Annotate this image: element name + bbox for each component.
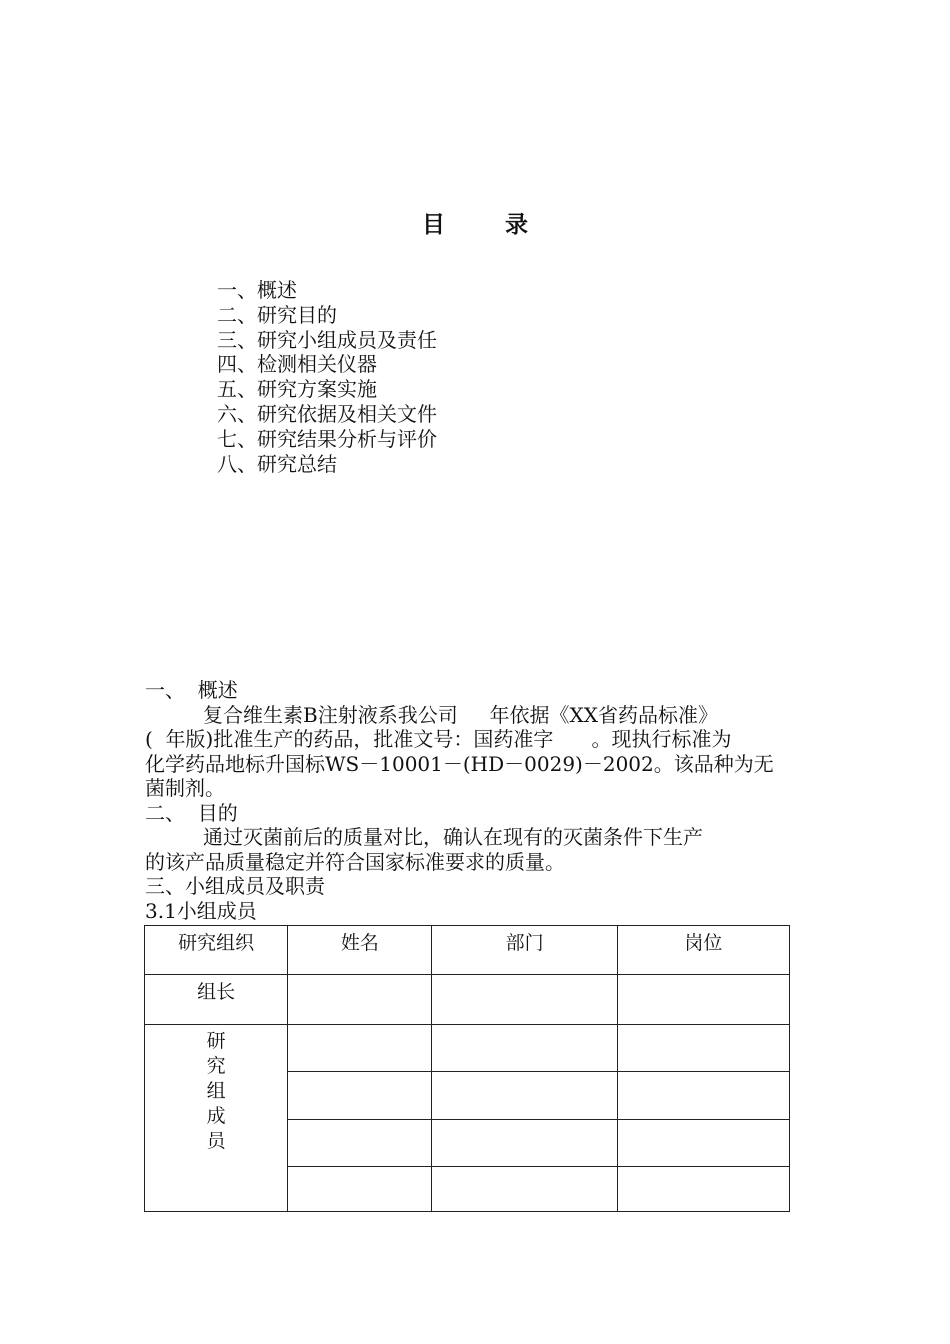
paragraph-line: 菌制剂。 <box>145 776 225 800</box>
table-cell <box>288 1072 432 1120</box>
paragraph-line: 复合维生素B注射液系我公司 年依据《XX省药品标准》 <box>203 702 718 727</box>
table-of-contents <box>217 278 437 476</box>
table-cell <box>288 975 432 1025</box>
toc-item: 三、研究小组成员及责任 <box>217 327 437 352</box>
table-cell <box>432 1120 617 1167</box>
members-label-cell <box>145 1025 288 1212</box>
table-cell <box>432 1072 617 1120</box>
table-cell <box>432 1025 617 1072</box>
subsection-heading: 3.1小组成员 <box>145 898 257 923</box>
paragraph-line: ( 年版)批准生产的药品，批准文号：国药准字 。现执行标准为 <box>145 727 732 751</box>
table-cell <box>432 975 617 1025</box>
paragraph-line: 化学药品地标升国标WS－10001－(HD－0029)－2002。该品种为无 <box>145 751 774 776</box>
table-cell <box>288 1120 432 1167</box>
table-cell <box>432 1167 617 1212</box>
table-cell <box>617 975 789 1025</box>
toc-item: 四、检测相关仪器 <box>217 352 377 377</box>
section-heading-purpose: 二、 目的 <box>145 800 238 825</box>
paragraph-line: 通过灭菌前后的质量对比，确认在现有的灭菌条件下生产 <box>203 825 703 849</box>
toc-item: 八、研究总结 <box>217 451 337 476</box>
header-cell: 姓名 <box>288 926 432 975</box>
table-cell <box>617 1167 789 1212</box>
document-body <box>145 678 810 923</box>
toc-item: 七、研究结果分析与评价 <box>217 426 437 451</box>
table-row-leader <box>145 975 790 1025</box>
table-cell <box>617 1025 789 1072</box>
paragraph-line: 的该产品质量稳定并符合国家标准要求的质量。 <box>145 849 565 874</box>
header-cell: 部门 <box>432 926 617 975</box>
toc-item: 六、研究依据及相关文件 <box>217 401 437 426</box>
header-cell: 岗位 <box>617 926 789 975</box>
toc-title: 目 录 <box>421 211 554 238</box>
toc-item: 一、概述 <box>217 278 297 302</box>
section-heading-members: 三、小组成员及职责 <box>145 874 325 898</box>
table-row-member <box>145 1025 790 1072</box>
table-cell <box>288 1167 432 1212</box>
toc-item: 二、研究目的 <box>217 302 337 327</box>
header-cell: 研究组织 <box>145 926 288 975</box>
table-cell <box>617 1120 789 1167</box>
table-cell <box>288 1025 432 1072</box>
leader-label-cell: 组长 <box>145 975 288 1025</box>
table-header-row <box>145 926 790 975</box>
members-table <box>144 925 790 1212</box>
section-heading-overview: 一、 概述 <box>145 678 238 702</box>
table-cell <box>617 1072 789 1120</box>
members-vertical-label: 研 究 组 成 员 <box>206 1030 226 1152</box>
toc-item: 五、研究方案实施 <box>217 377 377 402</box>
